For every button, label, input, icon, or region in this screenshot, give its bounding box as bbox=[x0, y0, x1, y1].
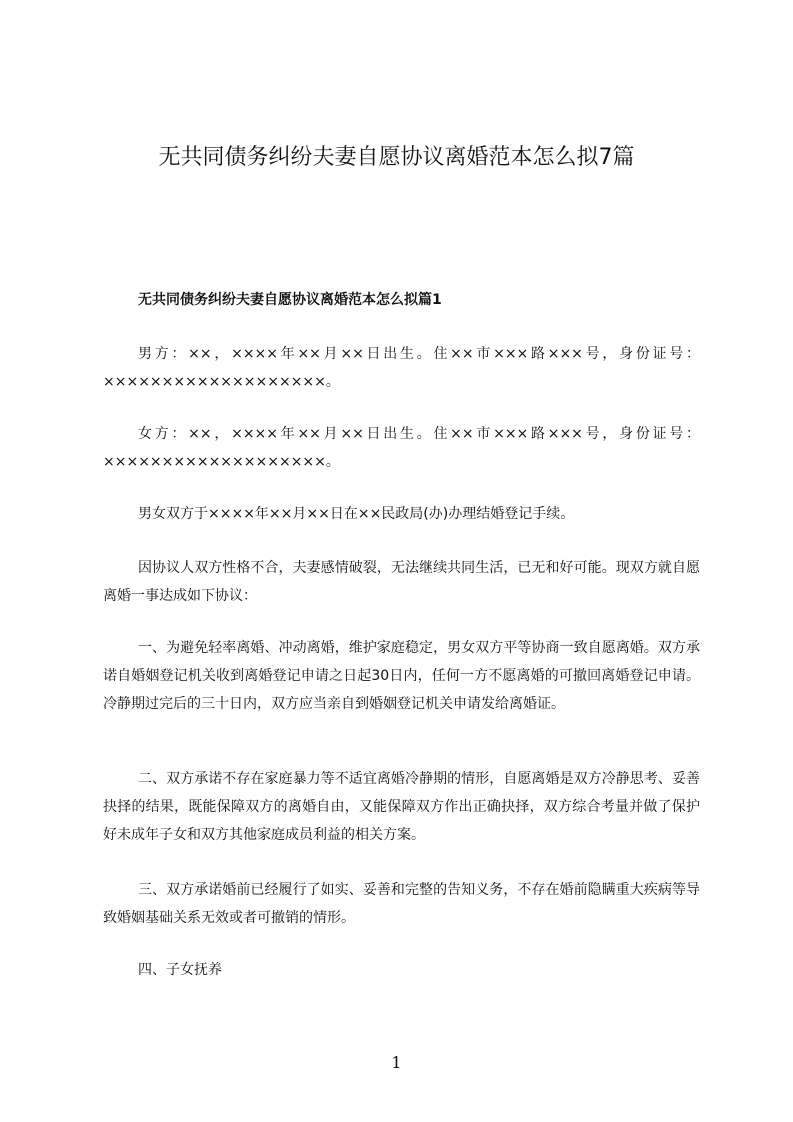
page-number: 1 bbox=[391, 1053, 402, 1072]
paragraph-clause-1: 一、为避免轻率离婚、冲动离婚，维护家庭稳定，男女双方平等协商一致自愿离婚。双方承诺自婚姻登记机关收到离婚登记申请之日起30日内，任何一方不愿离婚的可撤回离婚登记申请。冷静期过完后的三十日内，双方应当亲自到婚姻登记机关申请发给离婚证。 bbox=[103, 640, 700, 712]
paragraph-marriage-registration: 男女双方于××××年××月××日在××民政局(办)办理结婚登记手续。 bbox=[138, 506, 575, 522]
section-heading: 无共同债务纠纷夫妻自愿协议离婚范本怎么拟篇1 bbox=[138, 292, 442, 308]
paragraph-reason: 因协议人双方性格不合，夫妻感情破裂，无法继续共同生活，已无和好可能。现双方就自愿离婚一事达成如下协议： bbox=[103, 560, 700, 604]
paragraph-female-party: 女方：××，××××年××月××日出生。住××市×××路×××号，身份证号：×××××××××××××××××××。 bbox=[103, 426, 700, 470]
paragraph-clause-3: 三、双方承诺婚前已经履行了如实、妥善和完整的告知义务，不存在婚前隐瞒重大疾病等导致婚姻基础关系无效或者可撤销的情形。 bbox=[103, 882, 700, 926]
paragraph-male-party: 男方：××，××××年××月××日出生。住××市×××路×××号，身份证号：×××××××××××××××××××。 bbox=[103, 346, 700, 390]
paragraph-clause-4-heading: 四、子女抚养 bbox=[138, 962, 222, 978]
paragraph-clause-2: 二、双方承诺不存在家庭暴力等不适宜离婚冷静期的情形，自愿离婚是双方冷静思考、妥善抉择的结果，既能保障双方的离婚自由，又能保障双方作出正确抉择，双方综合考量并做了保护好未成年子女和双方其他家庭成员利益的相关方案。 bbox=[103, 771, 700, 843]
document-title: 无共同债务纠纷夫妻自愿协议离婚范本怎么拟7篇 bbox=[158, 145, 635, 170]
